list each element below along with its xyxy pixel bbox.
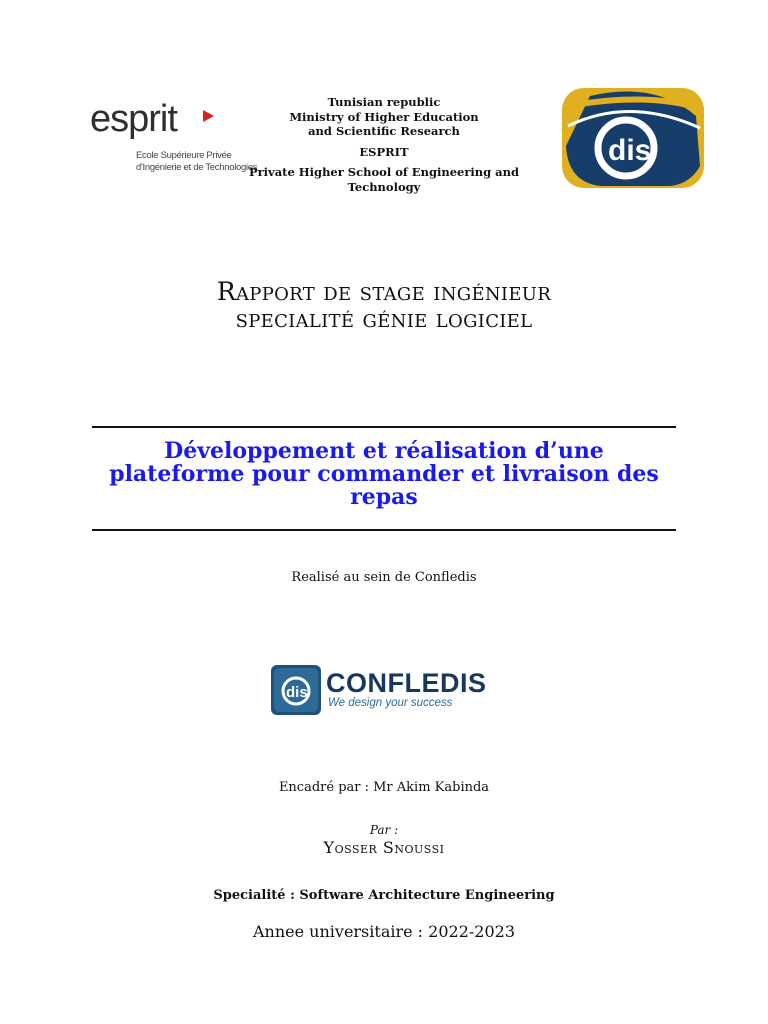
school-full-name-line2: Technology (347, 179, 421, 194)
author-label: Par : (369, 823, 399, 837)
project-title-line2: plateforme pour commander et livraison des (109, 461, 659, 487)
ministry-line: Ministry of Higher Education (289, 109, 479, 124)
svg-text:dis: dis (286, 684, 308, 701)
confledis-icon (270, 664, 322, 716)
institution-header (240, 95, 528, 194)
esprit-red-triangle (203, 110, 214, 122)
report-title-line2: specialité génie logiciel (235, 304, 533, 333)
confledis-tagline: We design your success (328, 697, 453, 709)
speciality-line: Specialité : Software Architecture Engineering (213, 888, 555, 903)
cdis-logo-text: dis (608, 134, 652, 167)
country-line: Tunisian republic (327, 95, 441, 109)
esprit-wordmark: esprit (90, 98, 177, 140)
project-title (92, 440, 676, 509)
esprit-tagline-line2: d'Ingénierie et de Technologies (136, 162, 258, 173)
school-short-name: ESPRIT (359, 144, 409, 159)
project-title-line3: repas (350, 484, 418, 510)
school-full-name-line1: Private Higher School of Engineering and (248, 165, 520, 179)
cdis-logo-graphic (560, 86, 706, 190)
author-name: Yosser Snoussi (323, 838, 445, 857)
esprit-logo (90, 98, 258, 180)
ministry-line-2: and Scientific Research (308, 124, 460, 138)
top-divider (92, 426, 676, 428)
bottom-divider (92, 529, 676, 531)
report-title (90, 278, 678, 332)
report-title-line1: Rapport de stage ingénieur (216, 277, 552, 306)
confledis-name: CONFLEDIS (326, 668, 487, 698)
host-company-text: Realisé au sein de Confledis (291, 570, 477, 585)
cdis-logo (560, 86, 706, 190)
academic-year: Annee universitaire : 2022-2023 (252, 922, 515, 941)
project-title-line1: Développement et réalisation d’une (164, 438, 604, 464)
confledis-logo (270, 664, 492, 716)
esprit-tagline-line1: Ecole Supérieure Privée (136, 150, 232, 161)
supervisor-line: Encadré par : Mr Akim Kabinda (278, 780, 490, 795)
